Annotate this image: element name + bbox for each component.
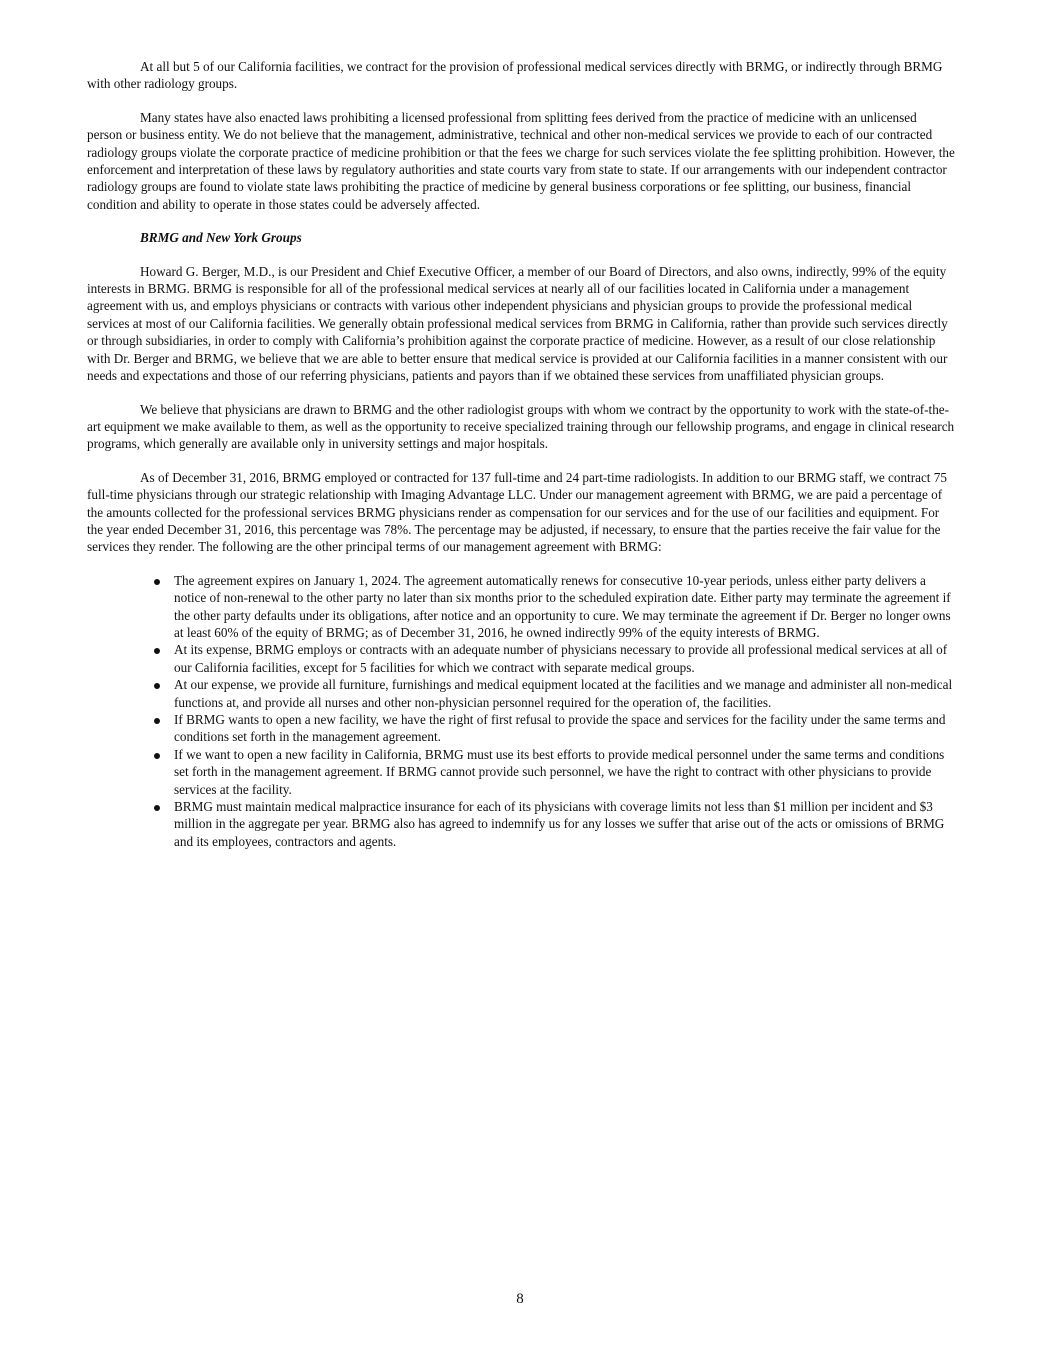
list-item	[174, 641, 955, 676]
list-item	[174, 572, 955, 642]
paragraph-california-facilities: At all but 5 of our California facilities, we contract for the provision of professional medical services directly with BRMG, or indirectly through BRMG with other radiology groups.	[87, 59, 943, 92]
list-item-text: At our expense, we provide all furniture, furnishings and medical equipment located at the facilities and we manage and administer all non-medical functions at, and provide all nurses and other non-physician personnel required for the operation of, the facilities.	[174, 677, 953, 710]
list-item-text: If we want to open a new facility in California, BRMG must use its best efforts to provide medical personnel under the same terms and conditions set forth in the management agreement. If BRMG cannot provide such personnel, we have the right to contract with other physicians to provide services at the facility.	[174, 746, 945, 797]
agreement-terms-list	[87, 572, 955, 851]
bullet-icon	[154, 718, 160, 724]
list-item-text: BRMG must maintain medical malpractice insurance for each of its physicians with coverage limits not less than $1 million per incident and $3 million in the aggregate per year. BRMG also has agreed to indemnify us for any losses we suffer that arise out of the acts or omissions of BRMG and its employees, contractors and agents.	[174, 799, 945, 849]
bullet-icon	[154, 683, 160, 689]
list-item	[174, 746, 955, 798]
bullet-icon	[154, 753, 160, 759]
paragraph-fee-splitting: Many states have also enacted laws prohibiting a licensed professional from splitting fees derived from the practice of medicine with an unlicensed person or business entity. We do not believe that the management, administrative, technical and other non-medical services we provide to each of our contracted radiology groups violate the corporate practice of medicine prohibition or that the fees we charge for such services violate the fee splitting prohibition. However, the enforcement and interpretation of these laws by regulatory authorities and state courts vary from state to state. If our arrangements with our independent contractor radiology groups are found to violate state laws prohibiting the practice of medicine by general business corporations or fee splitting, our business, financial condition and ability to operate in those states could be adversely affected.	[87, 109, 955, 212]
bullet-icon	[154, 805, 160, 811]
list-item-text: If BRMG wants to open a new facility, we have the right of first refusal to provide the space and services for the facility under the same terms and conditions set forth in the management agreement.	[174, 712, 946, 745]
paragraph-howard-berger: Howard G. Berger, M.D., is our President and Chief Executive Officer, a member of our Board of Directors, and also owns, indirectly, 99% of the equity interests in BRMG. BRMG is responsible for all of the professional medical services at nearly all of our facilities located in California under a management agreement with us, and employs physicians or contracts with various other independent physicians and physician groups to provide the professional medical services at most of our California facilities. We generally obtain professional medical services from BRMG in California, rather than provide such services directly or through subsidiaries, in order to comply with California’s prohibition against the corporate practice of medicine. However, as a result of our close relationship with Dr. Berger and BRMG, we believe that we are able to better ensure that medical service is provided at our California facilities in a manner consistent with our needs and expectations and those of our referring physicians, patients and payors than if we obtained these services from unaffiliated physician groups.	[87, 263, 948, 384]
document-page	[87, 58, 955, 850]
list-item	[174, 711, 955, 746]
page-number: 8	[516, 1291, 524, 1307]
list-item	[174, 798, 955, 850]
section-heading: BRMG and New York Groups	[140, 230, 302, 246]
bullet-icon	[154, 648, 160, 654]
bullet-icon	[154, 579, 160, 585]
list-item	[174, 676, 955, 711]
paragraph-radiologists-count: As of December 31, 2016, BRMG employed or contracted for 137 full-time and 24 part-time radiologists. In addition to our BRMG staff, we contract 75 full-time physicians through our strategic relationship with Imaging Advantage LLC. Under our management agreement with BRMG, we are paid a percentage of the amounts collected for the professional services BRMG physicians render as compensation for our services and for the use of our facilities and equipment. For the year ended December 31, 2016, this percentage was 78%. The percentage may be adjusted, if necessary, to ensure that the parties receive the fair value for the services they render. The following are the other principal terms of our management agreement with BRMG:	[87, 469, 947, 555]
list-item-text: At its expense, BRMG employs or contracts with an adequate number of physicians necessary to provide all professional medical services at all of our California facilities, except for 5 facilities for which we contract with separate medical groups.	[174, 642, 948, 675]
paragraph-physicians-drawn: We believe that physicians are drawn to BRMG and the other radiologist groups with whom we contract by the opportunity to work with the state-of-the-art equipment we make available to them, as well as the opportunity to receive specialized training through our fellowship programs, and engage in clinical research programs, which generally are available only in university settings and major hospitals.	[87, 401, 955, 452]
list-item-text: The agreement expires on January 1, 2024. The agreement automatically renews for consecutive 10-year periods, unless either party delivers a notice of non-renewal to the other party no later than six months prior to the scheduled expiration date. Either party may terminate the agreement if the other party defaults under its obligations, after notice and an opportunity to cure. We may terminate the agreement if Dr. Berger no longer owns at least 60% of the equity of BRMG; as of December 31, 2016, he owned indirectly 99% of the equity interests of BRMG.	[174, 572, 951, 640]
